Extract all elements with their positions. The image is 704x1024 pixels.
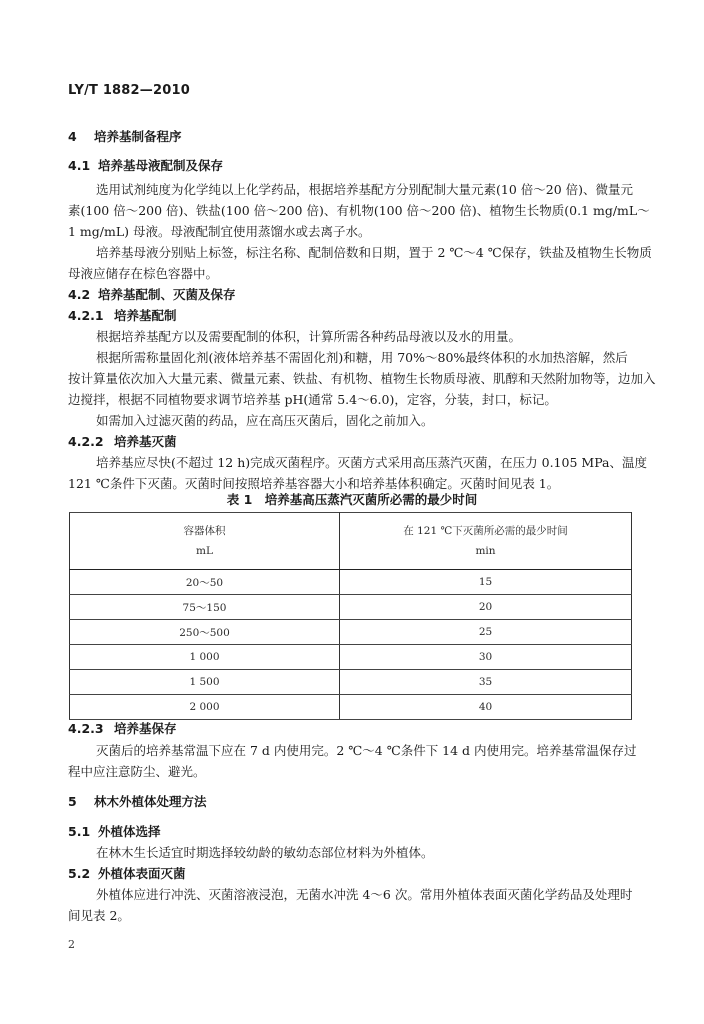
cell-time: 25 — [340, 620, 632, 645]
header-unit: mL — [196, 545, 213, 557]
table-row — [70, 670, 632, 695]
section-number: 4.1 — [68, 158, 91, 173]
section-4-1-heading — [68, 156, 223, 174]
table-row — [70, 695, 632, 720]
header-unit: min — [475, 545, 496, 557]
table-header-volume — [70, 513, 340, 570]
section-title: 培养基母液配制及保存 — [98, 158, 224, 173]
page-number: 2 — [68, 938, 75, 951]
paragraph-line: 根据培养基配方以及需要配制的体积，计算所需各种药品母液以及水的用量。 — [96, 329, 522, 344]
table-1 — [69, 512, 632, 720]
cell-volume: 1 000 — [70, 645, 340, 670]
table-row — [70, 620, 632, 645]
table-row — [70, 570, 632, 595]
paragraph-line: 培养基应尽快(不超过 12 h)完成灭菌程序。灭菌方式采用高压蒸汽灭菌，在压力 0.105 MPa、温度 — [96, 455, 647, 470]
paragraph-line: 根据所需称量固化剂(液体培养基不需固化剂)和糖，用 70%～80%最终体积的水加热溶解，然后 — [96, 350, 628, 365]
header-label: 在 121 ℃下灭菌所必需的最少时间 — [403, 525, 568, 537]
cell-time: 15 — [340, 570, 632, 595]
section-number: 4.2 — [68, 287, 91, 302]
table-1-caption: 表 1 培养基高压蒸汽灭菌所必需的最少时间 — [226, 492, 478, 507]
paragraph-line: 如需加入过滤灭菌的药品，应在高压灭菌后，固化之前加入。 — [96, 413, 434, 428]
paragraph-line: 素(100 倍～200 倍)、铁盐(100 倍～200 倍)、有机物(100 倍～200 倍)、植物生长物质(0.1 mg/mL～ — [68, 203, 650, 218]
paragraph-line: 按计算量依次加入大量元素、微量元素、铁盐、有机物、植物生长物质母液、肌醇和天然附加物等，边加入 — [68, 371, 656, 386]
section-4-2-heading — [68, 285, 236, 303]
paragraph-line: 间见表 2。 — [68, 908, 130, 923]
section-title: 林木外植体处理方法 — [94, 794, 207, 809]
section-number: 4.2.2 — [68, 434, 104, 449]
cell-volume: 2 000 — [70, 695, 340, 720]
paragraph-line: 选用试剂纯度为化学纯以上化学药品，根据培养基配方分别配制大量元素(10 倍～20 倍)、微量元 — [96, 182, 634, 197]
section-4-2-3-heading — [68, 719, 177, 737]
paragraph-line: 121 ℃条件下灭菌。灭菌时间按照培养基容器大小和培养基体积确定。灭菌时间见表 1。 — [68, 476, 560, 491]
section-number: 5.1 — [68, 824, 91, 839]
cell-volume: 250～500 — [70, 620, 340, 645]
table-row — [70, 645, 632, 670]
cell-time: 40 — [340, 695, 632, 720]
standard-code-header: LY/T 1882—2010 — [68, 83, 190, 98]
paragraph-line: 边搅拌，根据不同植物要求调节培养基 pH(通常 5.4～6.0)，定容，分装，封口，标记。 — [68, 392, 557, 407]
paragraph-line: 外植体应进行冲洗、灭菌溶液浸泡，无菌水冲洗 4～6 次。常用外植体表面灭菌化学药品及处理时 — [96, 887, 633, 902]
section-title: 培养基保存 — [114, 721, 177, 736]
section-title: 培养基配制、灭菌及保存 — [98, 287, 236, 302]
paragraph-line: 培养基母液分别贴上标签，标注名称、配制倍数和日期，置于 2 ℃～4 ℃保存，铁盐及植物生长物质 — [96, 245, 652, 260]
section-number: 4 — [68, 129, 77, 144]
cell-time: 20 — [340, 595, 632, 620]
header-label: 容器体积 — [183, 525, 226, 537]
paragraph-line: 程中应注意防尘、避光。 — [68, 764, 206, 779]
section-number: 5.2 — [68, 866, 91, 881]
table-row — [70, 595, 632, 620]
section-title: 培养基灭菌 — [114, 434, 177, 449]
cell-time: 35 — [340, 670, 632, 695]
cell-volume: 75～150 — [70, 595, 340, 620]
section-title: 外植体选择 — [98, 824, 161, 839]
table-header-row — [70, 513, 632, 570]
section-number: 4.2.1 — [68, 308, 104, 323]
cell-time: 30 — [340, 645, 632, 670]
paragraph-line: 1 mg/mL) 母液。母液配制宜使用蒸馏水或去离子水。 — [68, 224, 371, 239]
paragraph-line: 在林木生长适宜时期选择较幼龄的敏幼态部位材料为外植体。 — [96, 845, 434, 860]
section-number: 5 — [68, 794, 77, 809]
table-header-time — [340, 513, 632, 570]
section-title: 外植体表面灭菌 — [98, 866, 186, 881]
section-4-heading — [68, 127, 182, 145]
section-5-2-heading — [68, 864, 186, 882]
section-4-2-2-heading — [68, 432, 177, 450]
cell-volume: 1 500 — [70, 670, 340, 695]
section-5-1-heading — [68, 822, 161, 840]
section-title: 培养基制备程序 — [94, 129, 182, 144]
cell-volume: 20～50 — [70, 570, 340, 595]
section-5-heading — [68, 792, 207, 810]
section-title: 培养基配制 — [114, 308, 177, 323]
paragraph-line: 母液应储存在棕色容器中。 — [68, 266, 219, 281]
paragraph-line: 灭菌后的培养基常温下应在 7 d 内使用完。2 ℃～4 ℃条件下 14 d 内使用完。培养基常温保存过 — [96, 743, 637, 758]
section-4-2-1-heading — [68, 306, 177, 324]
section-number: 4.2.3 — [68, 721, 104, 736]
